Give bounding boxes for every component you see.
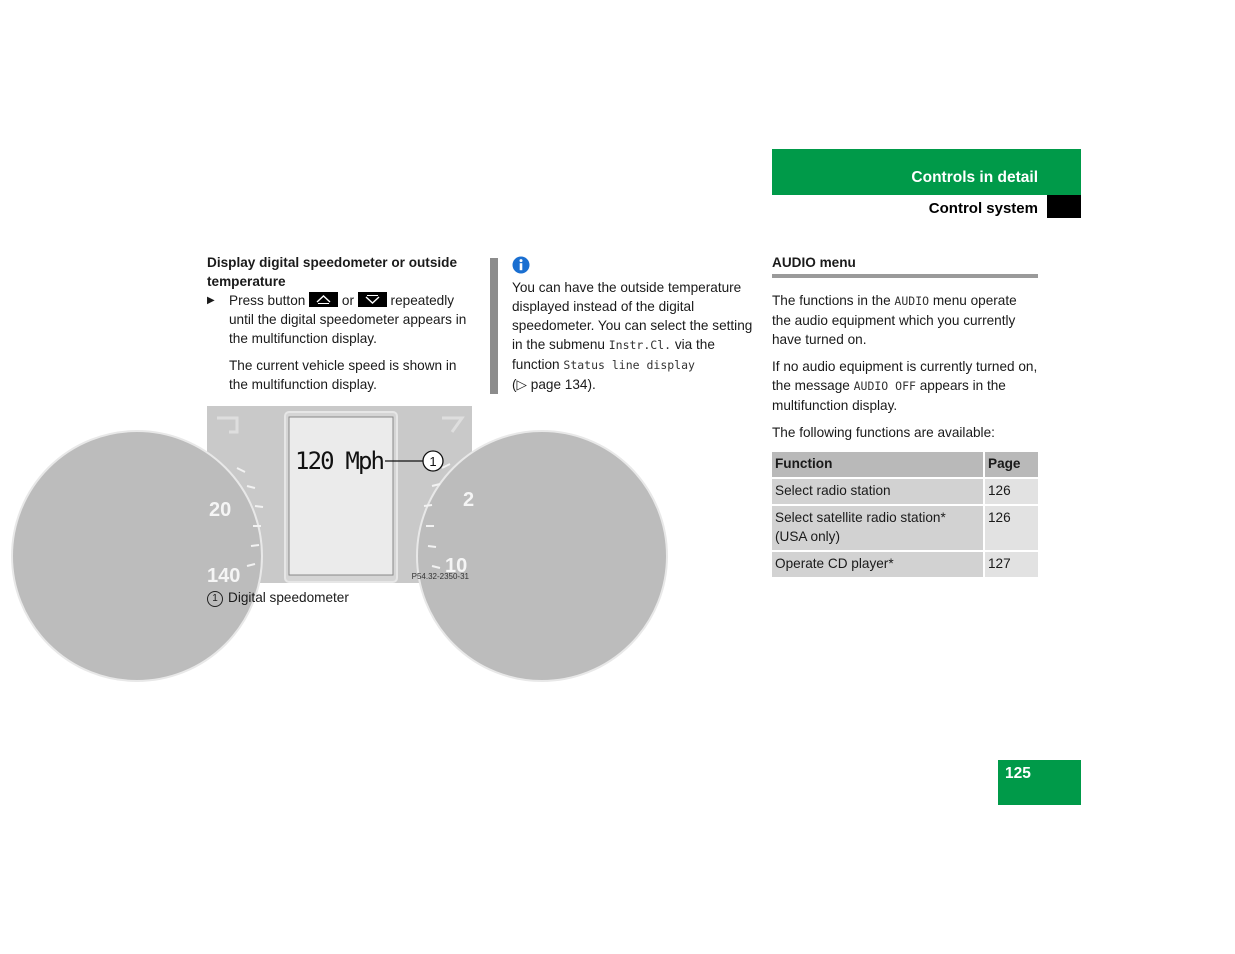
audio-para-2 <box>772 357 1038 415</box>
info-icon <box>512 256 530 274</box>
step-prefix: Press button <box>229 293 306 308</box>
figure-code: P54.32-2350-31 <box>411 572 469 581</box>
para2-code: AUDIO OFF <box>853 379 916 393</box>
info-bar <box>490 258 498 394</box>
table-cell-function: Select radio station <box>772 478 984 505</box>
table-row <box>772 478 1038 505</box>
step-result: The current vehicle speed is shown in the multifunction display. <box>229 358 457 392</box>
info-function: Status line display <box>563 358 695 372</box>
section-title: Controls in detail <box>911 169 1038 186</box>
left-column <box>207 253 473 394</box>
subsection-marker <box>1047 195 1081 218</box>
functions-table <box>772 452 1038 579</box>
table-cell-page: 126 <box>984 505 1038 551</box>
para2-text-a: If no audio equipment is currently turned on, the message <box>772 359 1038 393</box>
table-cell-page: 126 <box>984 478 1038 505</box>
heading-rule <box>772 274 1038 278</box>
info-note <box>512 278 758 394</box>
caption-text: Digital speedometer <box>228 590 349 605</box>
step-suffix: repeatedly until the digital speedometer appears in the multifunction display. <box>229 293 467 346</box>
left-heading: Display digital speedometer or outside temperature <box>207 255 458 289</box>
table-header-row <box>772 452 1038 478</box>
para2-text-b: appears in the multifunction display. <box>772 378 1006 413</box>
gauge-left-upper: 20 <box>209 499 232 521</box>
up-button-icon <box>309 292 338 307</box>
para1-code: AUDIO <box>894 294 930 308</box>
info-text-3: (▷ page 134). <box>512 377 596 392</box>
subsection-title: Control system <box>928 200 1038 217</box>
gauge-right-lower: 10 <box>445 555 468 577</box>
table-cell-function: Select satellite radio station* (USA only) <box>772 505 984 551</box>
figure-caption <box>207 588 349 607</box>
table-header-function: Function <box>772 452 984 478</box>
para1-text-b: menu operate the audio equipment which you currently have turned on. <box>772 293 1017 347</box>
table-cell-function: Operate CD player* <box>772 551 984 578</box>
right-column <box>772 253 1038 579</box>
page-number: 125 <box>1005 765 1031 782</box>
audio-heading: AUDIO menu <box>772 255 856 270</box>
audio-para-3: The following functions are available: <box>772 425 995 440</box>
gauge-left-lower: 140 <box>207 565 241 587</box>
table-row <box>772 551 1038 578</box>
table-header-page: Page <box>984 452 1038 478</box>
speedometer-illustration <box>207 406 475 587</box>
down-button-icon <box>358 292 387 307</box>
gauge-right-upper: 2 <box>463 489 475 511</box>
info-text-1: You can have the outside temperature displayed instead of the digital speedometer. You can select the setting in the submenu <box>512 280 753 352</box>
table-row <box>772 505 1038 551</box>
para1-text-a: The functions in the <box>772 293 895 308</box>
audio-para-1 <box>772 291 1038 349</box>
table-cell-page: 127 <box>984 551 1038 578</box>
info-submenu: Instr.Cl. <box>608 338 672 352</box>
instruction-step <box>207 291 473 394</box>
caption-number: 1 <box>207 591 223 607</box>
bullet-triangle-icon: ▶ <box>207 295 215 306</box>
display-speed: 120 Mph <box>295 447 385 475</box>
callout-number: 1 <box>429 454 437 469</box>
info-text-2: via the function <box>512 337 715 372</box>
step-or: or <box>341 293 354 308</box>
